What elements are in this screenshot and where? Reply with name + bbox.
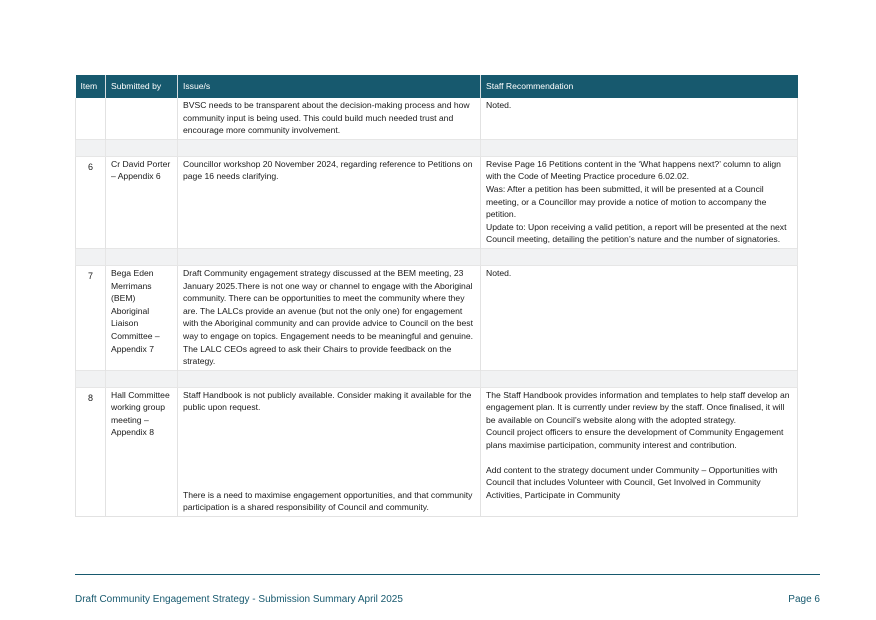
submitted-by-cell: Hall Committee working group meeting – Appendix 8 [106, 387, 178, 516]
submitted-by-cell: Cr David Porter – Appendix 6 [106, 156, 178, 248]
table-row [76, 98, 798, 139]
issue-line: The LALC CEOs agreed to ask their Chairs to provide feedback on the strategy. [183, 343, 452, 367]
header-submitted-by: Submitted by [106, 75, 178, 98]
issue-cell [178, 265, 481, 370]
recommendation-cell: Noted. [481, 265, 798, 370]
page-number: Page 6 [788, 594, 820, 605]
table-row [76, 387, 798, 516]
footer-document-title: Draft Community Engagement Strategy - Submission Summary April 2025 [75, 594, 403, 605]
table-row [76, 156, 798, 248]
item-number: 8 [76, 387, 106, 516]
item-number: 7 [76, 265, 106, 370]
row-separator [76, 139, 798, 156]
issue-cell: Councillor workshop 20 November 2024, regarding reference to Petitions on page 16 needs clarifying. [178, 156, 481, 248]
submission-summary-table [75, 75, 798, 517]
issue-line: Staff Handbook is not publicly available. Consider making it available for the public upon request. [183, 389, 472, 413]
item-cell [76, 98, 106, 139]
issue-line: Draft Community engagement strategy discussed at the BEM meeting, 23 January 2025.There is not one way or channel to engage with the Aboriginal community. There can be opportunities to meet the community where they are. The LALCs provide an avenue (but not the only one) for engagement with the Aboriginal community and can provide advice to Council on the best way to engage on topics. Engagement needs to be meaningful and genuine. [183, 267, 474, 341]
table-row [76, 265, 798, 370]
row-separator [76, 370, 798, 387]
submitted-by-cell: Bega Eden Merrimans (BEM) Aboriginal Liaison Committee – Appendix 7 [106, 265, 178, 370]
issue-line: There is a need to maximise engagement opportunities, and that community participation is a shared responsibility of Council and community. [183, 489, 473, 513]
recommendation-line: Council project officers to ensure the development of Community Engagement plans maximise participation, community interest and contribution. [486, 427, 784, 451]
header-item: Item [76, 75, 106, 98]
recommendation-cell [481, 387, 798, 516]
submitted-by-cell [106, 98, 178, 139]
recommendation-cell [481, 156, 798, 248]
issue-cell: BVSC needs to be transparent about the decision-making process and how community input is being used. This could build much needed trust and encourage more community involvement. [178, 98, 481, 139]
footer-divider [75, 574, 820, 575]
recommendation-line: Add content to the strategy document under Community – Opportunities with Council that includes Volunteer with Council, Get Involved in Community Activities, Participate in Community [486, 464, 778, 500]
item-number: 6 [76, 156, 106, 248]
recommendation-cell: Noted. [481, 98, 798, 139]
recommendation-line: Update to: Upon receiving a valid petition, a report will be presented at the next Council meeting, detailing the petition’s nature and the number of signatories. [486, 221, 787, 245]
header-issues: Issue/s [178, 75, 481, 98]
table-header-row [76, 75, 798, 98]
issue-cell [178, 387, 481, 516]
recommendation-line: Was: After a petition has been submitted, it will be presented at a Council meeting, or a Councillor may provide a notice of motion to accompany the petition. [486, 183, 767, 220]
header-staff-recommendation: Staff Recommendation [481, 75, 798, 98]
recommendation-line: Revise Page 16 Petitions content in the ‘What happens next?’ column to align with the Code of Meeting Practice procedure 6.02.02. [486, 158, 781, 182]
recommendation-line: The Staff Handbook provides information and templates to help staff develop an engagement plan. It is currently under review by the staff. Once finalised, it will be available on Council’s website along with the adopted strategy. [486, 389, 790, 425]
row-separator [76, 248, 798, 265]
